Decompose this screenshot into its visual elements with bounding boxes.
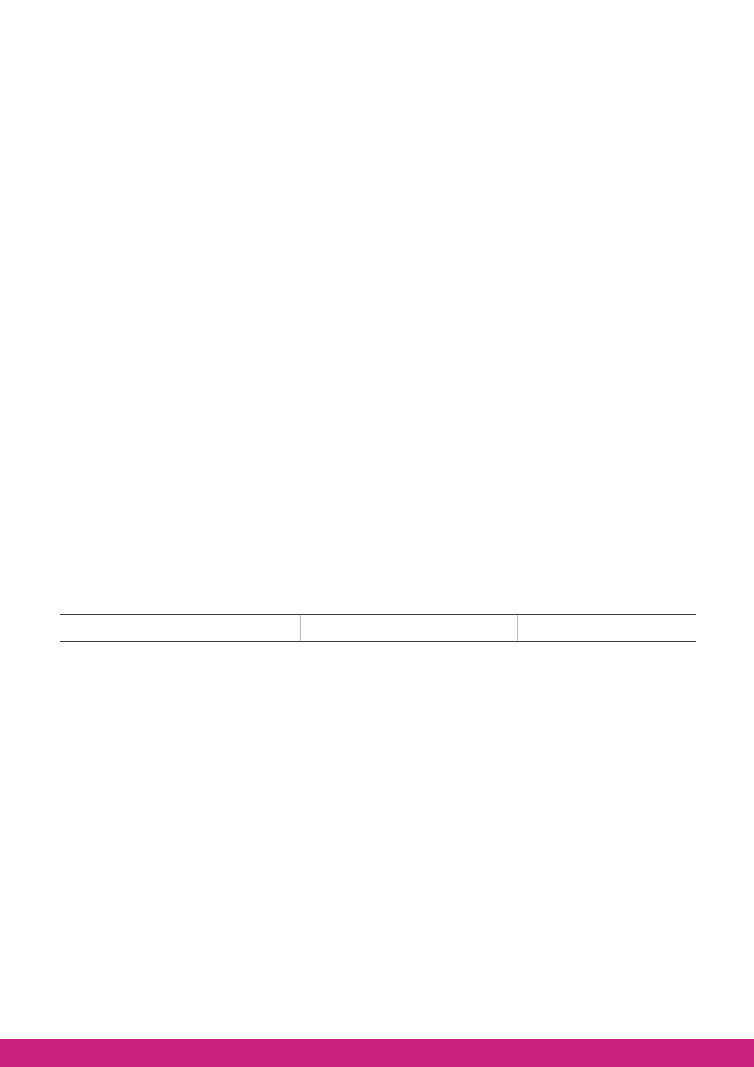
table-header-cell xyxy=(60,615,301,642)
table-header-row xyxy=(60,615,696,642)
table-header-cell xyxy=(518,615,697,642)
table-header-cell xyxy=(301,615,518,642)
reflection-spectrum-chart xyxy=(380,228,690,478)
characteristics-table xyxy=(60,614,696,642)
footer-bar xyxy=(0,1039,754,1067)
